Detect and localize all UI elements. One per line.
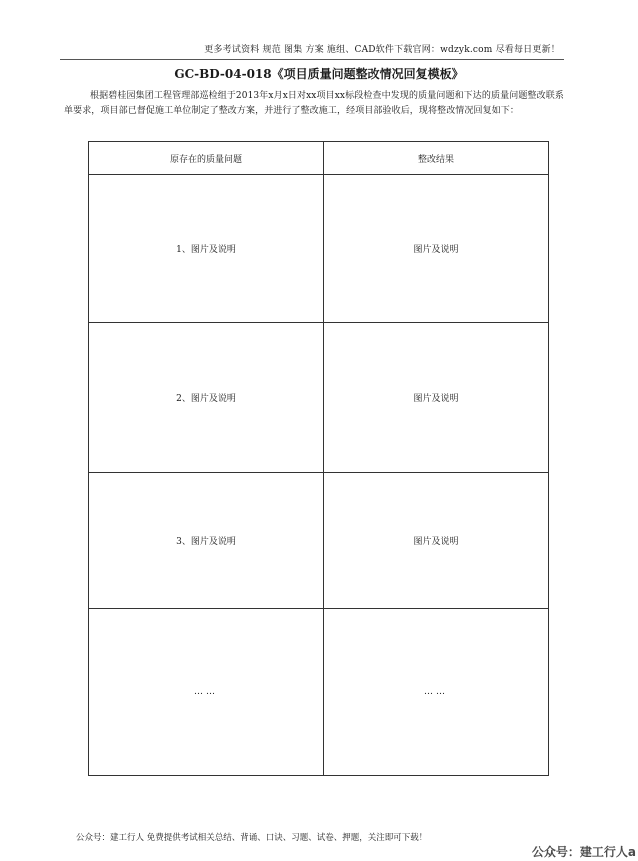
- document-title: GC-BD-04-018《项目质量问题整改情况回复模板》: [174, 67, 464, 81]
- header-original-issue: 原存在的质量问题: [89, 142, 324, 175]
- issue-cell: 3、图片及说明: [89, 473, 324, 609]
- result-cell: 图片及说明: [324, 473, 549, 609]
- table-header-row: [89, 142, 549, 175]
- table-row: [89, 609, 549, 776]
- page-header-text: 更多考试资料 规范 图集 方案 施组、CAD软件下载官网：wdzyk.com 尽看每日更新！: [204, 45, 560, 55]
- table-row: [89, 473, 549, 609]
- rectification-table: [88, 141, 549, 776]
- page-footer-text: 公众号：建工行人 免费提供考试相关总结、背诵、口诀、习题、试卷、押题，关注即可下载！: [76, 833, 428, 843]
- header-rectification-result: 整改结果: [324, 142, 549, 175]
- issue-cell: 1、图片及说明: [89, 175, 324, 323]
- result-cell-ellipsis: ……: [324, 609, 549, 776]
- issue-cell: 2、图片及说明: [89, 323, 324, 473]
- table-row: [89, 175, 549, 323]
- issue-cell-ellipsis: ……: [89, 609, 324, 776]
- intro-paragraph: 根据碧桂园集团工程管理部巡检组于2013年x月x日对xx项目xx标段检查中发现的质量问题和下达的质量问题整改联系单要求，项目部已督促施工单位制定了整改方案，并进行了整改施工，经项目部验收后，现将整改情况回复如下：: [64, 91, 564, 116]
- account-watermark: 公众号：建工行人a: [531, 845, 636, 859]
- header-divider: [60, 59, 564, 60]
- table-row: [89, 323, 549, 473]
- result-cell: 图片及说明: [324, 323, 549, 473]
- result-cell: 图片及说明: [324, 175, 549, 323]
